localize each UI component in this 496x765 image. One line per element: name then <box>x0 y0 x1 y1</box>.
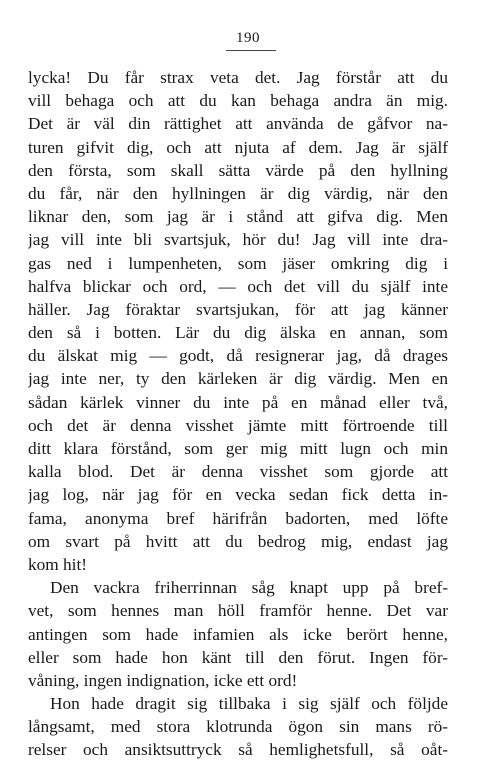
text-line: gas ned i lumpenheten, som jäser omkring dig i <box>28 253 448 273</box>
text-line: liknar den, som jag är i stånd att gifva dig. Men <box>28 207 448 227</box>
text-line: jag log, när jag för en vecka sedan fick detta in- <box>28 485 448 505</box>
body-text <box>28 66 448 762</box>
text-line: du älskat mig — godt, då resignerar jag, då drages <box>28 346 448 366</box>
page-number: 190 <box>236 30 260 46</box>
header-rule <box>226 50 276 51</box>
text-line: vill behaga och att du kan behaga andra än mig. <box>28 91 448 111</box>
text-line: jag inte ner, ty den kärleken är dig värdig. Men en <box>28 369 448 389</box>
text-line: eller som hade hon känt till den förut. Ingen för- <box>28 647 448 667</box>
text-line: kalla blod. Det är denna visshet som gjorde att <box>28 462 448 482</box>
text-line: om svart på hvitt att du bedrog mig, endast jag <box>28 531 448 551</box>
text-line: och det är denna visshet jämte mitt förtroende till <box>28 415 448 435</box>
text-line: fama, anonyma bref härifrån badorten, med löfte <box>28 508 448 528</box>
text-line: du får, när den hyllningen är dig värdig, när den <box>28 183 448 203</box>
text-line: ditt klara förstånd, som ger mig mitt lugn och min <box>28 439 448 458</box>
text-line: Den vackra friherrinnan såg knapt upp på bref- <box>50 578 448 598</box>
text-line: den så i botten. Lär du dig älska en annan, som <box>28 323 448 343</box>
text-line: halfva blickar och ord, — och det vill du själf inte <box>28 276 448 296</box>
text-line: Hon hade dragit sig tillbaka i sig själf och följde <box>50 694 448 714</box>
text-line: sådan kärlek vinner du inte på en månad eller två, <box>28 392 448 412</box>
text-line: Det är väl din rättighet att använda de gåfvor na- <box>28 114 448 134</box>
text-line: antingen som hade infamien als icke berört henne, <box>28 624 448 644</box>
text-line: kom hit! <box>28 554 88 574</box>
text-line: turen gifvit dig, och att njuta af dem. Jag är själf <box>28 137 448 157</box>
text-line: lycka! Du får strax veta det. Jag förstår att du <box>28 68 448 87</box>
text-line: vet, som hennes man höll framför henne. Det var <box>28 601 448 621</box>
text-line: jag vill inte bli svartsjuk, hör du! Jag vill inte dra- <box>28 230 448 250</box>
text-line: långsamt, med stora klotrunda ögon sin mans rö- <box>28 717 448 737</box>
text-line: häller. Jag föraktar svartsjukan, för att jag känner <box>28 299 448 319</box>
text-line: relser och ansiktsuttryck så hemlighetsfull, så oåt- <box>28 740 448 760</box>
text-line: våning, ingen indignation, icke ett ord! <box>28 670 298 690</box>
text-line: den första, som skall sätta värde på den hyllning <box>28 160 448 180</box>
